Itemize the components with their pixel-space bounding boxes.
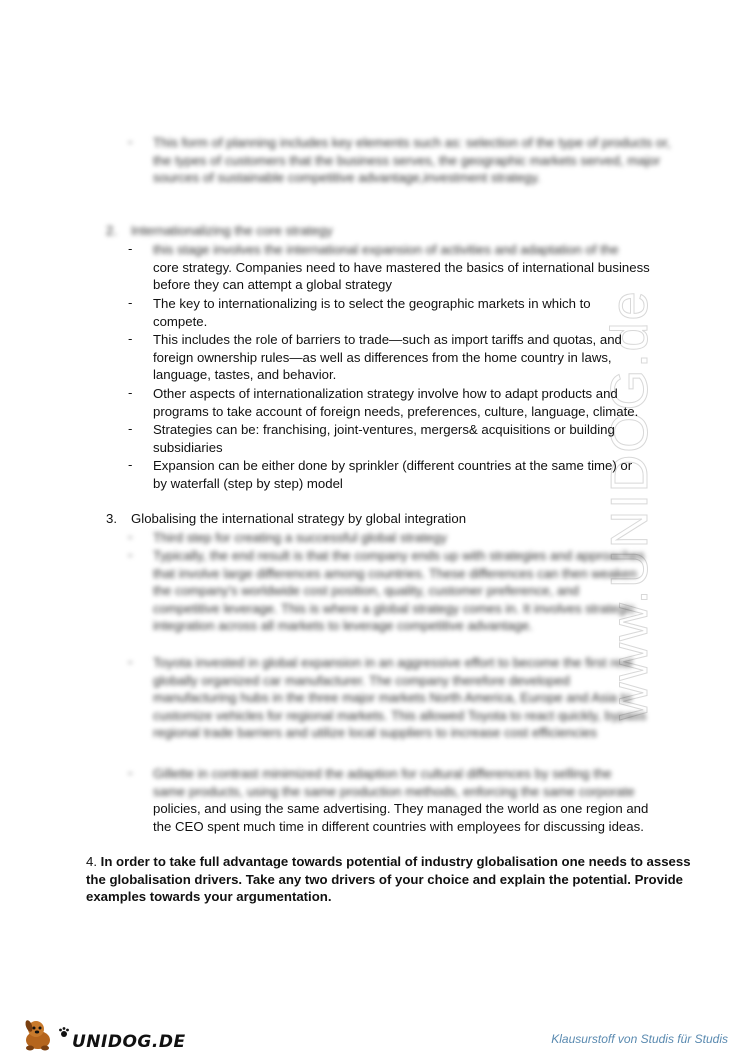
text-line: the company's worldwide cost position, quality, customer preference, and	[153, 583, 579, 598]
text-line: compete.	[153, 313, 208, 329]
sec2-bullet-5	[153, 421, 693, 456]
text-line: that involve large differences among countries. These differences can then weaken	[153, 565, 637, 581]
text-line: Toyota invested in global expansion in an aggressive effort to become the first real	[153, 655, 633, 670]
text-line: the CEO spent much time in different countries with employees for discussing ideas.	[153, 818, 644, 834]
text-line: Third step for creating a successful global strategy	[153, 530, 447, 545]
sec3-bullet-2	[153, 547, 693, 635]
sec2-bullet-6	[153, 457, 693, 492]
text-line: Strategies can be: franchising, joint-ventures, mergers& acquisitions or building	[153, 422, 615, 437]
sec2-bullet-4	[153, 385, 693, 420]
bullet-dash: -	[128, 765, 133, 780]
sec3-bullet-4	[153, 765, 693, 835]
bullet-dash: -	[128, 331, 133, 346]
sec1-bullet: This form of planning includes key elements such as: selection of the type of products or, the types of customers that the business serves, the geographic markets served, major sources of sustainable competitive advantage,investment strategy.	[153, 135, 671, 185]
sec2-bullet-2	[153, 295, 693, 330]
text-line: customize vehicles for regional markets. This allowed Toyota to react quickly, bypass	[153, 707, 647, 723]
sec3-bullet-1	[153, 529, 693, 547]
sec2-heading: Internationalizing the core strategy	[131, 223, 333, 238]
text-line: language, tastes, and behavior.	[153, 367, 337, 382]
question-4	[86, 853, 706, 906]
text-line: policies, and using the same advertising. They managed the world as one region and	[153, 801, 649, 816]
text-line: subsidiaries	[153, 439, 223, 455]
bullet-dash: -	[128, 529, 133, 544]
sec3-heading: Globalising the international strategy by global integration	[131, 511, 467, 526]
logo-text: UNIDOG.DE	[72, 1032, 186, 1052]
text-line: competitive leverage. This is where a global strategy comes in. It involves strategic	[153, 600, 636, 616]
text-line: integration across all markets to leverage competitive advantage.	[153, 618, 533, 633]
bullet-dash: -	[128, 134, 133, 149]
text-line: by waterfall (step by step) model	[153, 475, 343, 491]
text-line: Gillette in contrast minimized the adaption for cultural differences by selling the	[153, 766, 612, 781]
bullet-dash: -	[128, 547, 133, 562]
text-line: before they can attempt a global strategy	[153, 277, 392, 292]
bullet-dash: -	[128, 241, 133, 256]
footer-tagline: Klausurstoff von Studis für Studis	[551, 1032, 728, 1046]
text-line: This includes the role of barriers to trade—such as import tariffs and quotas, and	[153, 332, 622, 347]
sec3-bullet-3	[153, 654, 693, 742]
text-line: Typically, the end result is that the company ends up with strategies and approaches	[153, 548, 645, 563]
sec3-number: 3.	[106, 511, 117, 526]
dog-mascot-icon	[18, 1018, 58, 1052]
text-line: regional trade barriers and utilize local suppliers to increase cost efficiencies	[153, 725, 597, 740]
paw-icon	[58, 1026, 70, 1038]
bullet-dash: -	[128, 385, 133, 400]
text-line: globally organized car manufacturer. The company therefore developed	[153, 672, 570, 688]
text-line: this stage involves the international expansion of activities and adaptation of the	[153, 242, 619, 257]
sec2-bullet-1	[153, 241, 693, 294]
bullet-dash: -	[128, 421, 133, 436]
text-line: The key to internationalizing is to select the geographic markets in which to	[153, 296, 591, 311]
watermark-text: www.UNIDOG.de	[601, 289, 659, 720]
text-line: same products, using the same production methods, enforcing the same corporate	[153, 783, 635, 799]
text-line: programs to take account of foreign needs, preferences, culture, language, climate.	[153, 403, 639, 419]
bullet-dash: -	[128, 295, 133, 310]
sec2-bullet-3	[153, 331, 693, 384]
question-number: 4.	[86, 854, 97, 869]
bullet-dash: -	[128, 654, 133, 669]
text-line: core strategy. Companies need to have mastered the basics of international business	[153, 259, 650, 275]
question-text: In order to take full advantage towards potential of industry globalisation one needs to assess the globalisation drivers. Take any two drivers of your choice and explain the potential. Provide examples towards your argumentation.	[86, 854, 691, 904]
sec2-number: 2.	[106, 223, 117, 238]
text-line: Other aspects of internationalization strategy involve how to adapt products and	[153, 386, 618, 401]
text-line: foreign ownership rules—as well as differences from the home country in laws,	[153, 349, 612, 365]
text-line: manufacturing hubs in the three major markets North America, Europe and Asia to	[153, 690, 632, 705]
text-line: Expansion can be either done by sprinkler (different countries at the same time) or	[153, 458, 633, 473]
unidog-logo	[18, 1018, 186, 1052]
bullet-dash: -	[128, 457, 133, 472]
